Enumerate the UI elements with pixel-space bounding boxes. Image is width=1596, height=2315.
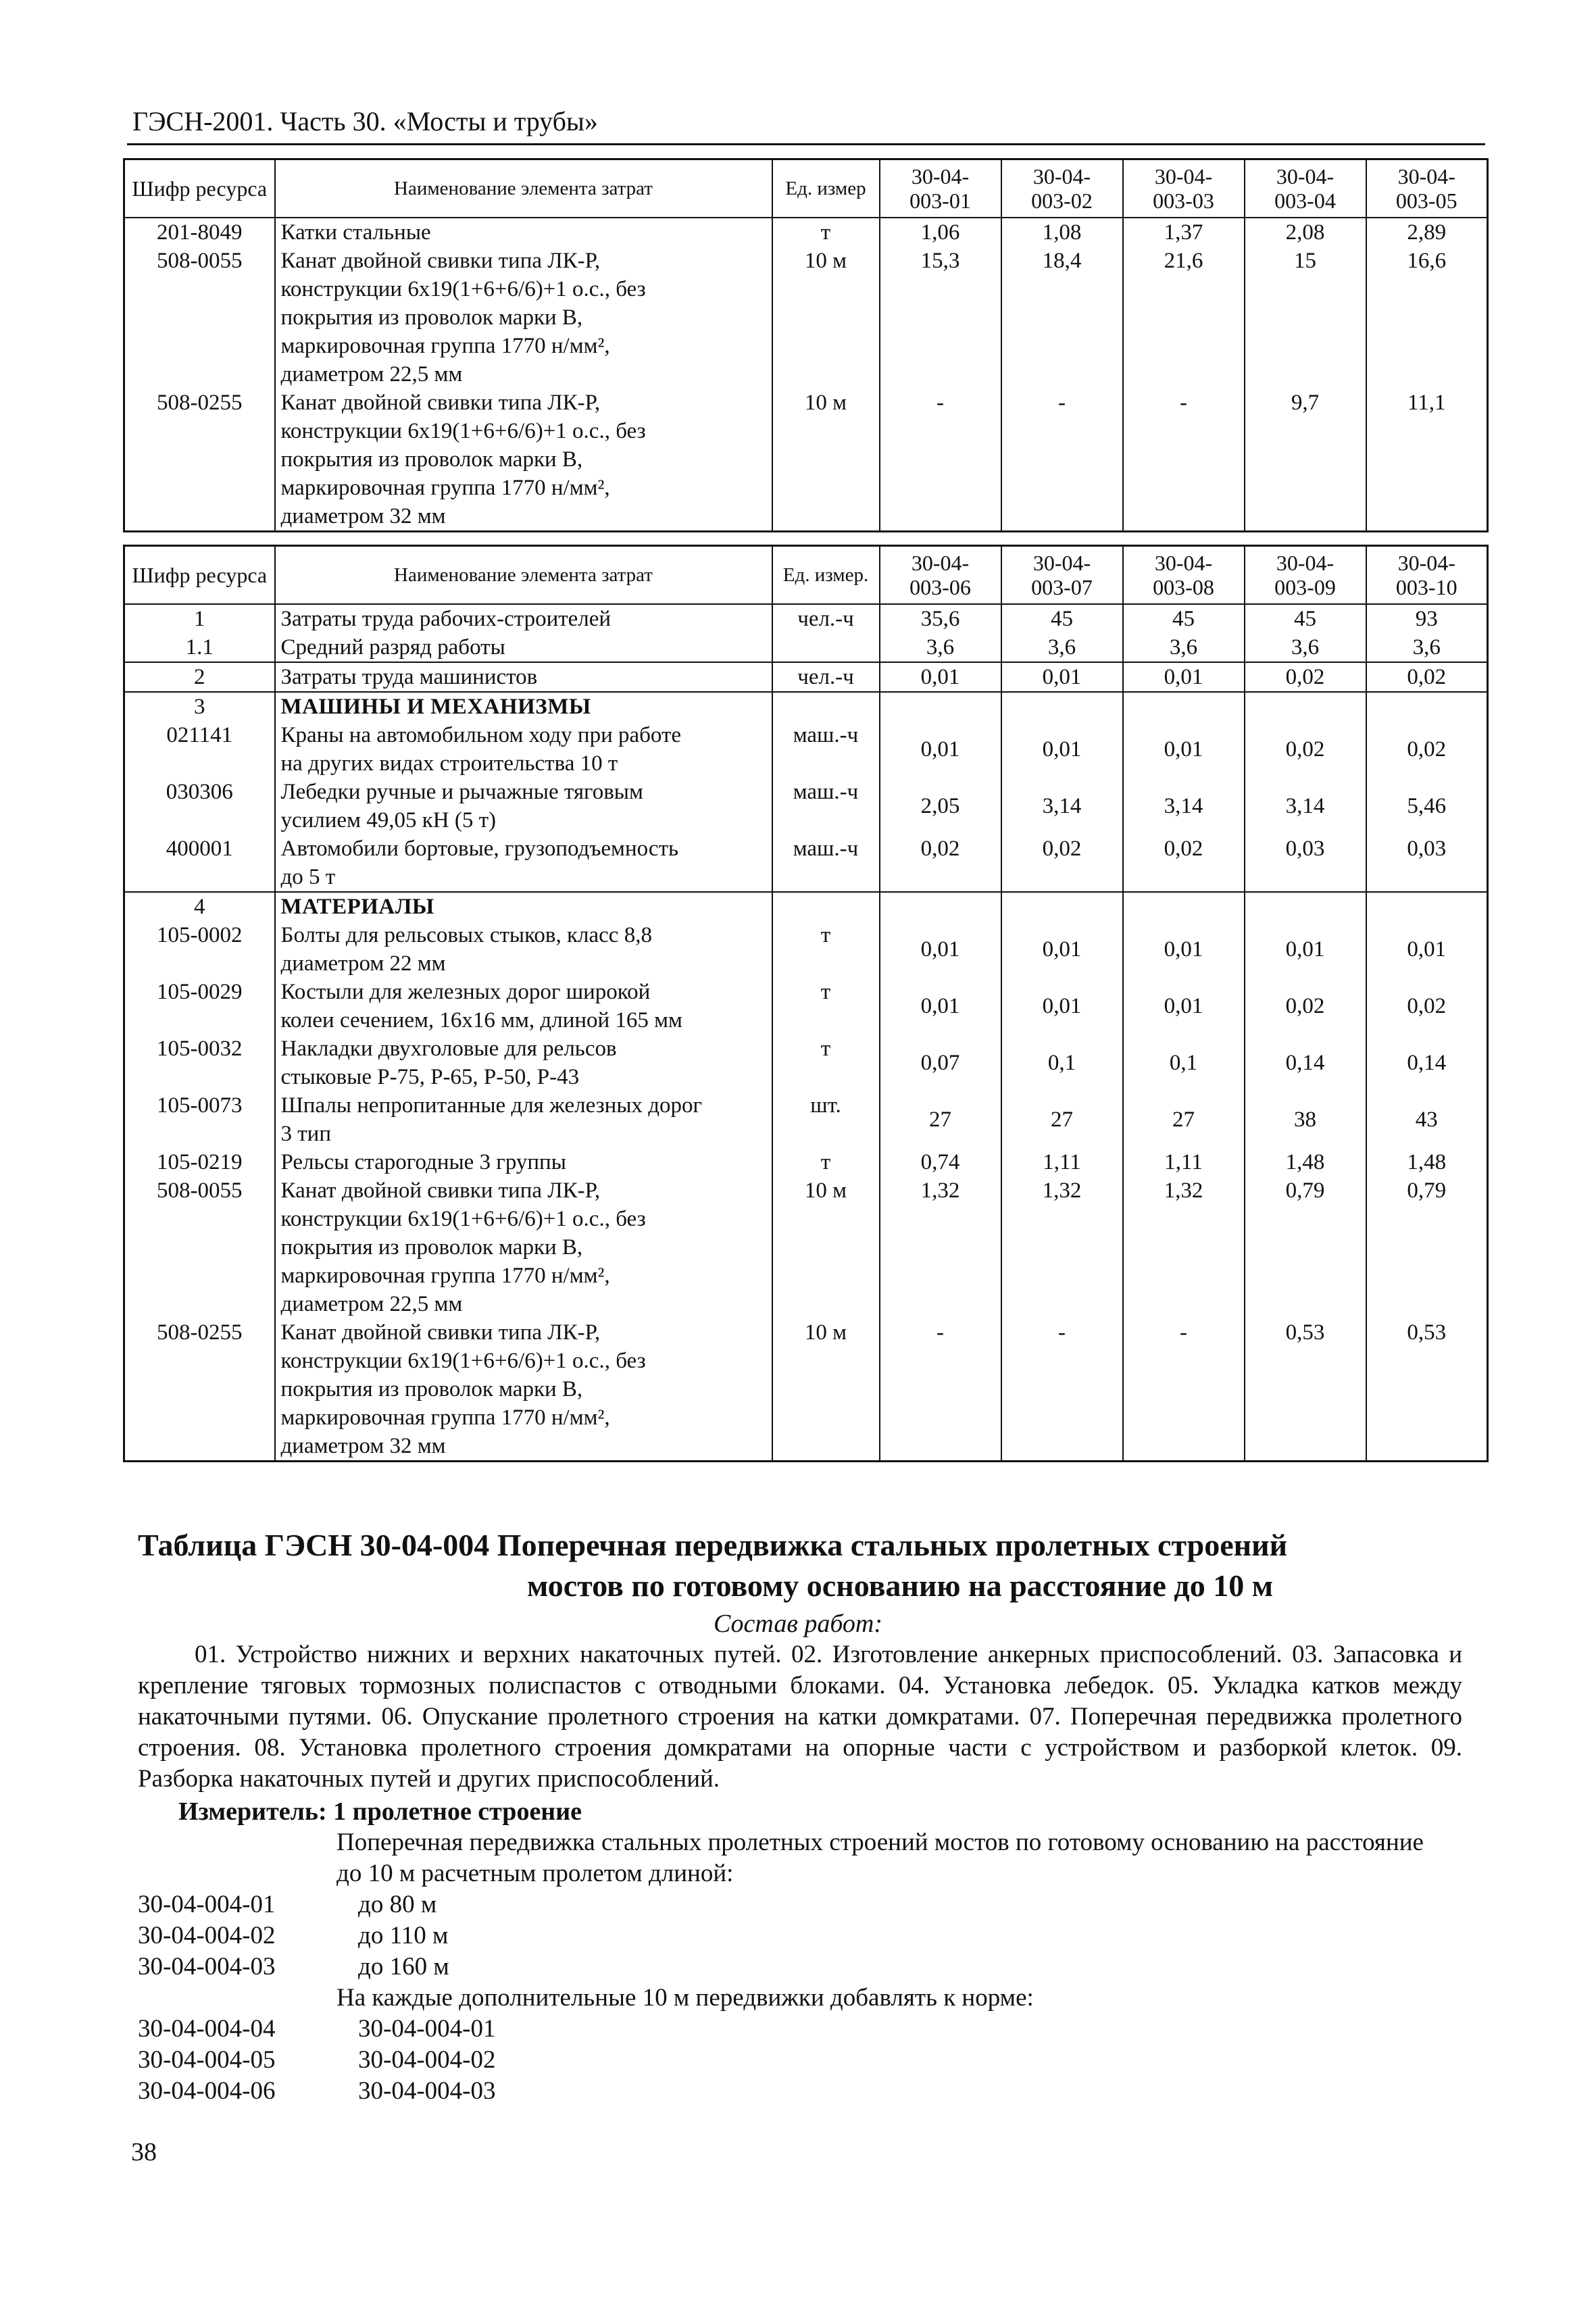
norm-value: 0,02 [880, 835, 1001, 892]
resource-name: Краны на автомобильном ходу при работе на других видах строительства 10 т [275, 721, 772, 778]
norm-value: 0,01 [1123, 662, 1245, 692]
resource-code: 1 [124, 604, 275, 633]
norm-value: 0,01 [880, 978, 1001, 1035]
list-item [138, 2014, 495, 2045]
table-row [124, 721, 1488, 778]
resource-name: Лебедки ручные и рычажные тяговым усилием 49,05 кН (5 т) [275, 778, 772, 835]
resource-code: 4 [124, 892, 275, 921]
resource-code: 105-0002 [124, 921, 275, 978]
norm-value: 0,14 [1366, 1035, 1488, 1091]
norm-value: 0,79 [1245, 1176, 1366, 1318]
norm-value [1245, 692, 1366, 721]
norm-value: 0,01 [1123, 721, 1245, 778]
norm-value: 0,79 [1366, 1176, 1488, 1318]
header-element-name: Наименование элемента затрат [275, 546, 772, 605]
works-heading: Состав работ: [713, 1610, 883, 1638]
norm-text: 30-04-004-03 [358, 2077, 496, 2105]
norm-value: 0,02 [1366, 978, 1488, 1035]
unit: чел.-ч [772, 604, 880, 633]
norm-value: 27 [1123, 1091, 1245, 1148]
norm-value: 0,53 [1245, 1318, 1366, 1462]
unit: т [772, 978, 880, 1035]
header-resource-code: Шифр ресурса [124, 546, 275, 605]
resource-name: Автомобили бортовые, грузоподъемность до 5 т [275, 835, 772, 892]
table-row [124, 247, 1488, 389]
norm-value: 2,89 [1366, 218, 1488, 247]
unit: т [772, 1148, 880, 1176]
table-row [124, 1176, 1488, 1318]
resource-name: Рельсы старогодные 3 группы [275, 1148, 772, 1176]
norm-value [880, 692, 1001, 721]
table-row [124, 1091, 1488, 1148]
norm-value: - [1001, 389, 1123, 532]
header-unit: Ед. измер [772, 159, 880, 218]
norm-value: 1,08 [1001, 218, 1123, 247]
norm-value: 0,02 [1245, 978, 1366, 1035]
header-resource-code: Шифр ресурса [124, 159, 275, 218]
resource-name: Накладки двухголовые для рельсов стыковые Р-75, Р-65, Р-50, Р-43 [275, 1035, 772, 1091]
additional-note: На каждые дополнительные 10 м передвижки добавлять к норме: [336, 1984, 1034, 2012]
norm-value: 9,7 [1245, 389, 1366, 532]
norm-code: 30-04-004-02 [138, 1922, 276, 1949]
norm-value: 43 [1366, 1091, 1488, 1148]
norm-value [1001, 692, 1123, 721]
table-row [124, 1035, 1488, 1091]
norm-value [1123, 892, 1245, 921]
norm-value: - [880, 1318, 1001, 1462]
norm-value: 0,07 [880, 1035, 1001, 1091]
resource-code: 105-0219 [124, 1148, 275, 1176]
resource-code: 508-0055 [124, 1176, 275, 1318]
norm-value [1245, 892, 1366, 921]
additional-norm-list [138, 2014, 495, 2107]
table-row [124, 389, 1488, 532]
resource-name: Болты для рельсовых стыков, класс 8,8 диаметром 22 мм [275, 921, 772, 978]
table-row [124, 633, 1488, 662]
norm-value: 0,01 [1001, 921, 1123, 978]
norm-value: 3,6 [880, 633, 1001, 662]
norm-value: 0,01 [1001, 662, 1123, 692]
unit: 10 м [772, 247, 880, 389]
norm-value: 45 [1245, 604, 1366, 633]
norm-value: 1,32 [1123, 1176, 1245, 1318]
norm-value: 0,01 [880, 921, 1001, 978]
unit: маш.-ч [772, 721, 880, 778]
header-norm-code: 30-04- 003-05 [1366, 159, 1488, 218]
resource-code: 105-0029 [124, 978, 275, 1035]
norm-value: 21,6 [1123, 247, 1245, 389]
page-number: 38 [131, 2138, 157, 2166]
norm-value: 45 [1001, 604, 1123, 633]
norm-value: 16,6 [1366, 247, 1488, 389]
norm-value: 3,14 [1001, 778, 1123, 835]
norm-value: 0,53 [1366, 1318, 1488, 1462]
header-norm-code: 30-04- 003-10 [1366, 546, 1488, 605]
norm-value: 0,1 [1123, 1035, 1245, 1091]
norm-value: 0,1 [1001, 1035, 1123, 1091]
norm-text: до 160 м [358, 1953, 449, 1981]
resource-name: Костыли для железных дорог широкой колеи сечением, 16х16 мм, длиной 165 мм [275, 978, 772, 1035]
unit: шт. [772, 1091, 880, 1148]
header-norm-code: 30-04- 003-04 [1245, 159, 1366, 218]
unit [772, 633, 880, 662]
header-norm-code: 30-04- 003-09 [1245, 546, 1366, 605]
header-norm-code: 30-04- 003-07 [1001, 546, 1123, 605]
norm-value: 11,1 [1366, 389, 1488, 532]
resource-name: Канат двойной свивки типа ЛК-Р, конструкции 6х19(1+6+6/6)+1 о.с., без покрытия из проволок марки В, маркировочная группа 1770 н/мм², диаметром 32 мм [275, 389, 772, 532]
norm-value: 2,05 [880, 778, 1001, 835]
resource-name: Затраты труда машинистов [275, 662, 772, 692]
resource-name: Канат двойной свивки типа ЛК-Р, конструкции 6х19(1+6+6/6)+1 о.с., без покрытия из проволок марки В, маркировочная группа 1770 н/мм², диаметром 32 мм [275, 1318, 772, 1462]
norm-value: 1,11 [1123, 1148, 1245, 1176]
norm-value: 3,6 [1001, 633, 1123, 662]
norm-text: до 80 м [358, 1891, 437, 1918]
resource-code: 021141 [124, 721, 275, 778]
norm-value: 45 [1123, 604, 1245, 633]
unit: 10 м [772, 389, 880, 532]
unit: маш.-ч [772, 778, 880, 835]
works-description: 01. Устройство нижних и верхних накаточных путей. 02. Изготовление анкерных приспособлений. 03. Запасовка и крепление тяговых тормозных полиспастов с отводными блоками. 04. Установка лебедок. 05. Укладка катков между накаточными путями. 06. Опускание пролетного строения на катки домкратами. 07. Поперечная передвижка пролетного строения. 08. Установка пролетного строения домкратами на опорные части с устройством и разборкой клеток. 09. Разборка накаточных путей и других приспособлений. [138, 1641, 1462, 1793]
table-row [124, 218, 1488, 247]
header-norm-code: 30-04- 003-06 [880, 546, 1001, 605]
resource-code: 400001 [124, 835, 275, 892]
norm-value: 0,02 [1001, 835, 1123, 892]
norm-value: 0,02 [1123, 835, 1245, 892]
norm-value: 1,11 [1001, 1148, 1123, 1176]
table-title: Таблица ГЭСН 30-04-004 Поперечная передвижка стальных пролетных строений [138, 1528, 1288, 1562]
norm-value: 3,14 [1245, 778, 1366, 835]
norm-value: 3,6 [1245, 633, 1366, 662]
resource-code: 508-0255 [124, 1318, 275, 1462]
norm-value: 0,01 [880, 662, 1001, 692]
norm-value: 0,14 [1245, 1035, 1366, 1091]
section-heading-row [124, 892, 1488, 921]
norm-value [1001, 892, 1123, 921]
unit: т [772, 921, 880, 978]
norm-code: 30-04-004-03 [138, 1953, 276, 1981]
norm-code: 30-04-004-01 [138, 1891, 276, 1918]
norm-value: 93 [1366, 604, 1488, 633]
unit: т [772, 218, 880, 247]
table-title-continued: мостов по готовому основанию на расстояние до 10 м [527, 1568, 1274, 1603]
norm-value [1366, 692, 1488, 721]
table-row [124, 835, 1488, 892]
norm-value: 1,06 [880, 218, 1001, 247]
norm-value: 18,4 [1001, 247, 1123, 389]
norm-value: - [1001, 1318, 1123, 1462]
unit [772, 892, 880, 921]
norm-value: 0,02 [1366, 662, 1488, 692]
norm-value: 15 [1245, 247, 1366, 389]
norm-value: 0,03 [1245, 835, 1366, 892]
resource-table-1 [123, 158, 1489, 532]
norm-value: 38 [1245, 1091, 1366, 1148]
section-heading: МАШИНЫ И МЕХАНИЗМЫ [275, 692, 772, 721]
norm-value: 0,01 [1245, 921, 1366, 978]
norm-value: 2,08 [1245, 218, 1366, 247]
section-heading-row [124, 692, 1488, 721]
resource-code: 508-0055 [124, 247, 275, 389]
header-norm-code: 30-04- 003-02 [1001, 159, 1123, 218]
resource-code: 105-0032 [124, 1035, 275, 1091]
section-heading: МАТЕРИАЛЫ [275, 892, 772, 921]
resource-code: 030306 [124, 778, 275, 835]
resource-name: Канат двойной свивки типа ЛК-Р, конструкции 6х19(1+6+6/6)+1 о.с., без покрытия из проволок марки В, маркировочная группа 1770 н/мм², диаметром 22,5 мм [275, 247, 772, 389]
norm-value: - [880, 389, 1001, 532]
table-row [124, 662, 1488, 692]
list-item [138, 1889, 449, 1920]
resource-name: Затраты труда рабочих-строителей [275, 604, 772, 633]
norm-text: до 110 м [358, 1922, 449, 1949]
norm-value: 0,74 [880, 1148, 1001, 1176]
unit: т [772, 1035, 880, 1091]
norm-value: 0,02 [1245, 662, 1366, 692]
norm-value: 0,03 [1366, 835, 1488, 892]
norm-code: 30-04-004-06 [138, 2077, 276, 2105]
norm-value: 0,01 [880, 721, 1001, 778]
resource-name: Канат двойной свивки типа ЛК-Р, конструкции 6х19(1+6+6/6)+1 о.с., без покрытия из проволок марки В, маркировочная группа 1770 н/мм², диаметром 22,5 мм [275, 1176, 772, 1318]
resource-name: Шпалы непропитанные для железных дорог 3 тип [275, 1091, 772, 1148]
norm-text: 30-04-004-01 [358, 2015, 496, 2043]
resource-code: 3 [124, 692, 275, 721]
unit: 10 м [772, 1318, 880, 1462]
resource-name: Катки стальные [275, 218, 772, 247]
norm-value [1123, 692, 1245, 721]
header-element-name: Наименование элемента затрат [275, 159, 772, 218]
meter-unit: Измеритель: 1 пролетное строение [178, 1797, 582, 1826]
norm-value [1366, 892, 1488, 921]
norm-value: - [1123, 1318, 1245, 1462]
norm-value: 0,01 [1123, 978, 1245, 1035]
norm-value: 3,6 [1366, 633, 1488, 662]
header-norm-code: 30-04- 003-01 [880, 159, 1001, 218]
norm-value: 1,48 [1366, 1148, 1488, 1176]
norm-value: 0,01 [1123, 921, 1245, 978]
list-item [138, 1920, 449, 1951]
running-header: ГЭСН-2001. Часть 30. «Мосты и трубы» [132, 106, 598, 136]
unit: 10 м [772, 1176, 880, 1318]
norm-value: 35,6 [880, 604, 1001, 633]
norm-value: 1,48 [1245, 1148, 1366, 1176]
header-rule [127, 143, 1485, 145]
resource-code: 1.1 [124, 633, 275, 662]
resource-code: 508-0255 [124, 389, 275, 532]
norm-value: 1,32 [880, 1176, 1001, 1318]
norm-value: 0,02 [1245, 721, 1366, 778]
norm-value: 27 [1001, 1091, 1123, 1148]
unit: чел.-ч [772, 662, 880, 692]
norm-value: 0,01 [1001, 978, 1123, 1035]
norm-value: 1,32 [1001, 1176, 1123, 1318]
unit: маш.-ч [772, 835, 880, 892]
table-row [124, 778, 1488, 835]
list-item [138, 2076, 495, 2107]
table-row [124, 604, 1488, 633]
norm-value: 1,37 [1123, 218, 1245, 247]
table-row [124, 1148, 1488, 1176]
table-row [124, 1318, 1488, 1462]
norm-value: 0,01 [1366, 921, 1488, 978]
header-norm-code: 30-04- 003-08 [1123, 546, 1245, 605]
norm-text: 30-04-004-02 [358, 2046, 496, 2074]
header-norm-code: 30-04- 003-03 [1123, 159, 1245, 218]
table-row [124, 978, 1488, 1035]
norm-code: 30-04-004-05 [138, 2046, 276, 2074]
norm-value: 0,01 [1001, 721, 1123, 778]
norm-value [880, 892, 1001, 921]
table-row [124, 921, 1488, 978]
norm-value: 0,02 [1366, 721, 1488, 778]
list-item [138, 1951, 449, 1983]
norm-value: - [1123, 389, 1245, 532]
norm-value: 15,3 [880, 247, 1001, 389]
resource-code: 201-8049 [124, 218, 275, 247]
resource-code: 2 [124, 662, 275, 692]
unit [772, 692, 880, 721]
norm-description: Поперечная передвижка стальных пролетных строений мостов по готовому основанию на расстояние до 10 м расчетным пролетом длиной: [336, 1828, 1424, 1887]
header-unit: Ед. измер. [772, 546, 880, 605]
norm-value: 5,46 [1366, 778, 1488, 835]
norm-code: 30-04-004-04 [138, 2015, 276, 2043]
norm-value: 27 [880, 1091, 1001, 1148]
list-item [138, 2045, 495, 2076]
resource-table-2 [123, 545, 1489, 1462]
resource-name: Средний разряд работы [275, 633, 772, 662]
resource-code: 105-0073 [124, 1091, 275, 1148]
norm-list [138, 1889, 449, 1983]
norm-value: 3,14 [1123, 778, 1245, 835]
norm-value: 3,6 [1123, 633, 1245, 662]
